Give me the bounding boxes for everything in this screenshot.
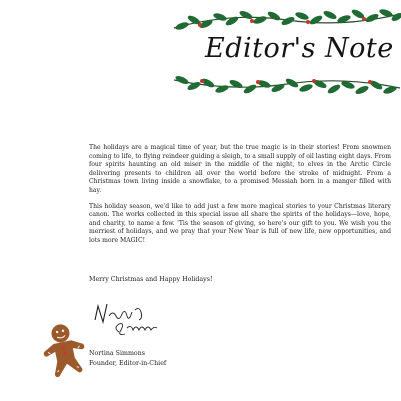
letter-body	[89, 144, 391, 253]
letter-closing: Merry Christmas and Happy Holidays!	[89, 276, 213, 283]
letter-paragraph-1: The holidays are a magical time of year, but the true magic is in their stories! From snowmen coming to life, to flying reindeer guiding a sleigh, to a small supply of oil lasting eight days. From four spirits haunting an old miser in the middle of the night, to elves in the Arctic Circle delivering presents to children all over the world before the stroke of midnight. From a Christmas town living inside a snowflake, to a promised Messiah born in a manger filled with hay.	[89, 144, 391, 194]
signature-title: Founder, Editor-in-Chief	[89, 360, 167, 367]
holly-garland-top-icon	[172, 6, 401, 36]
signature-name: Nortina Simmons	[89, 350, 146, 357]
gingerbread-man-icon	[40, 322, 88, 382]
holly-garland-bottom-icon	[172, 70, 401, 100]
signature-graphic	[89, 298, 179, 344]
page-title: Editor's Note	[205, 33, 394, 64]
letter-paragraph-2: This holiday season, we'd like to add just a few more magical stories to your Christmas literary canon. The works collected in this special issue all share the spirits of the holidays—love, hope, and charity, to name a few. 'Tis the season of giving, so here's our gift to you. We wish you the merriest of holidays, and we pray that your New Year is full of new life, new opportunities, and lots more MAGIC!	[89, 202, 391, 244]
